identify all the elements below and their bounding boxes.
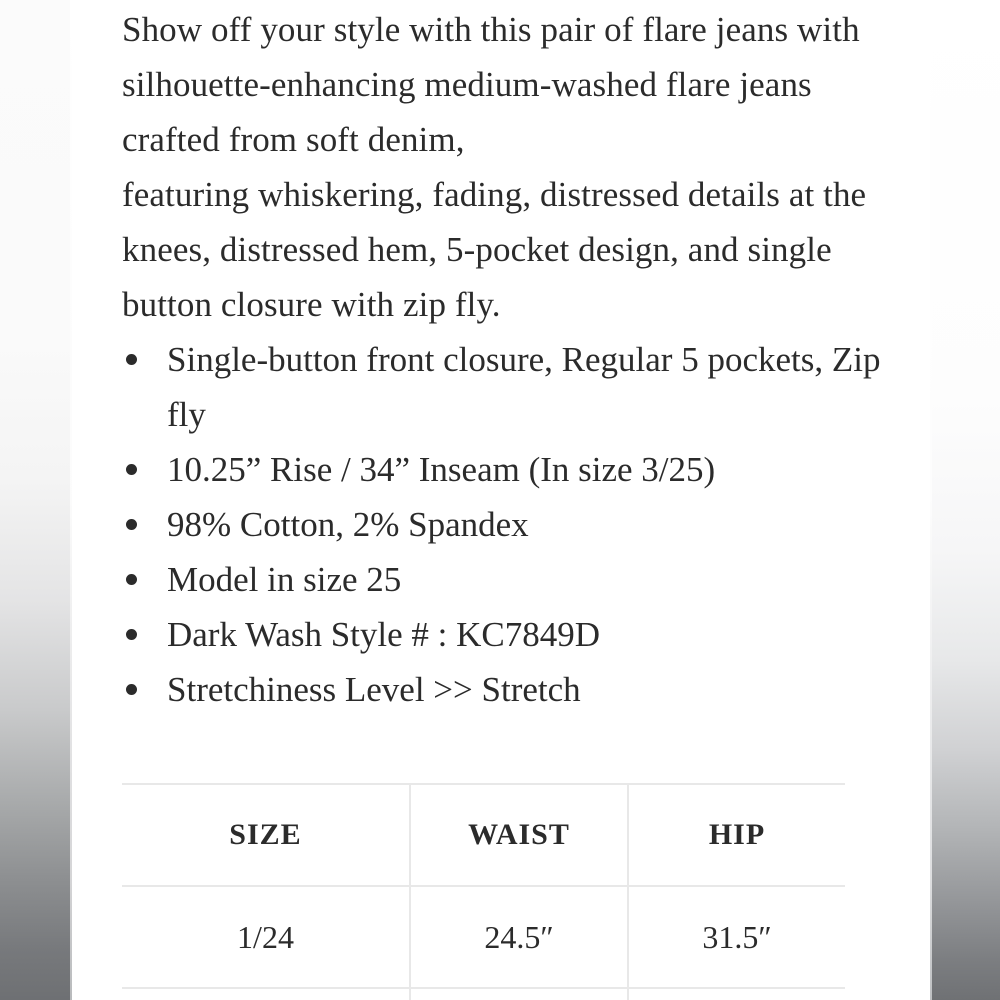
column-header-waist: WAIST xyxy=(410,784,628,886)
page-gutter-right xyxy=(932,0,1000,1000)
table-row xyxy=(122,886,845,988)
description-paragraph-1: Show off your style with this pair of flare jeans with silhouette-enhancing medium-washed flare jeans crafted from soft denim, xyxy=(122,10,860,159)
spec-text: Stretchiness Level >> Stretch xyxy=(167,670,581,709)
spec-text: Single-button front closure, Regular 5 pockets, Zip fly xyxy=(167,340,881,434)
spec-text: 98% Cotton, 2% Spandex xyxy=(167,505,529,544)
bullet-icon xyxy=(126,519,137,530)
column-header-size: SIZE xyxy=(122,784,410,886)
cell-hip xyxy=(628,988,845,1000)
cell-waist xyxy=(410,988,628,1000)
bullet-icon xyxy=(126,629,137,640)
list-item xyxy=(122,332,912,442)
cell-size xyxy=(122,988,410,1000)
page-gutter-left xyxy=(0,0,70,1000)
card-edge-right xyxy=(930,0,932,1000)
list-item xyxy=(122,552,912,607)
bullet-icon xyxy=(126,684,137,695)
cell-waist: 24.5″ xyxy=(410,886,628,988)
bullet-icon xyxy=(126,574,137,585)
list-item xyxy=(122,607,912,662)
bullet-icon xyxy=(126,354,137,365)
card-edge-left xyxy=(70,0,72,1000)
spec-text: Dark Wash Style # : KC7849D xyxy=(167,615,601,654)
cell-hip: 31.5″ xyxy=(628,886,845,988)
spec-text: 10.25” Rise / 34” Inseam (In size 3/25) xyxy=(167,450,716,489)
bullet-icon xyxy=(126,464,137,475)
description-paragraph-2: featuring whiskering, fading, distressed details at the knees, distressed hem, 5-pocket design, and single button closure with zip fly. xyxy=(122,175,867,324)
list-item xyxy=(122,442,912,497)
table-header-row xyxy=(122,784,845,886)
product-spec-list xyxy=(122,332,912,717)
spec-text: Model in size 25 xyxy=(167,560,402,599)
list-item xyxy=(122,497,912,552)
table-row-clipped xyxy=(122,988,845,1000)
product-description-body xyxy=(122,0,912,717)
column-header-hip: HIP xyxy=(628,784,845,886)
cell-size: 1/24 xyxy=(122,886,410,988)
list-item xyxy=(122,662,912,717)
size-chart-table xyxy=(122,783,845,1000)
